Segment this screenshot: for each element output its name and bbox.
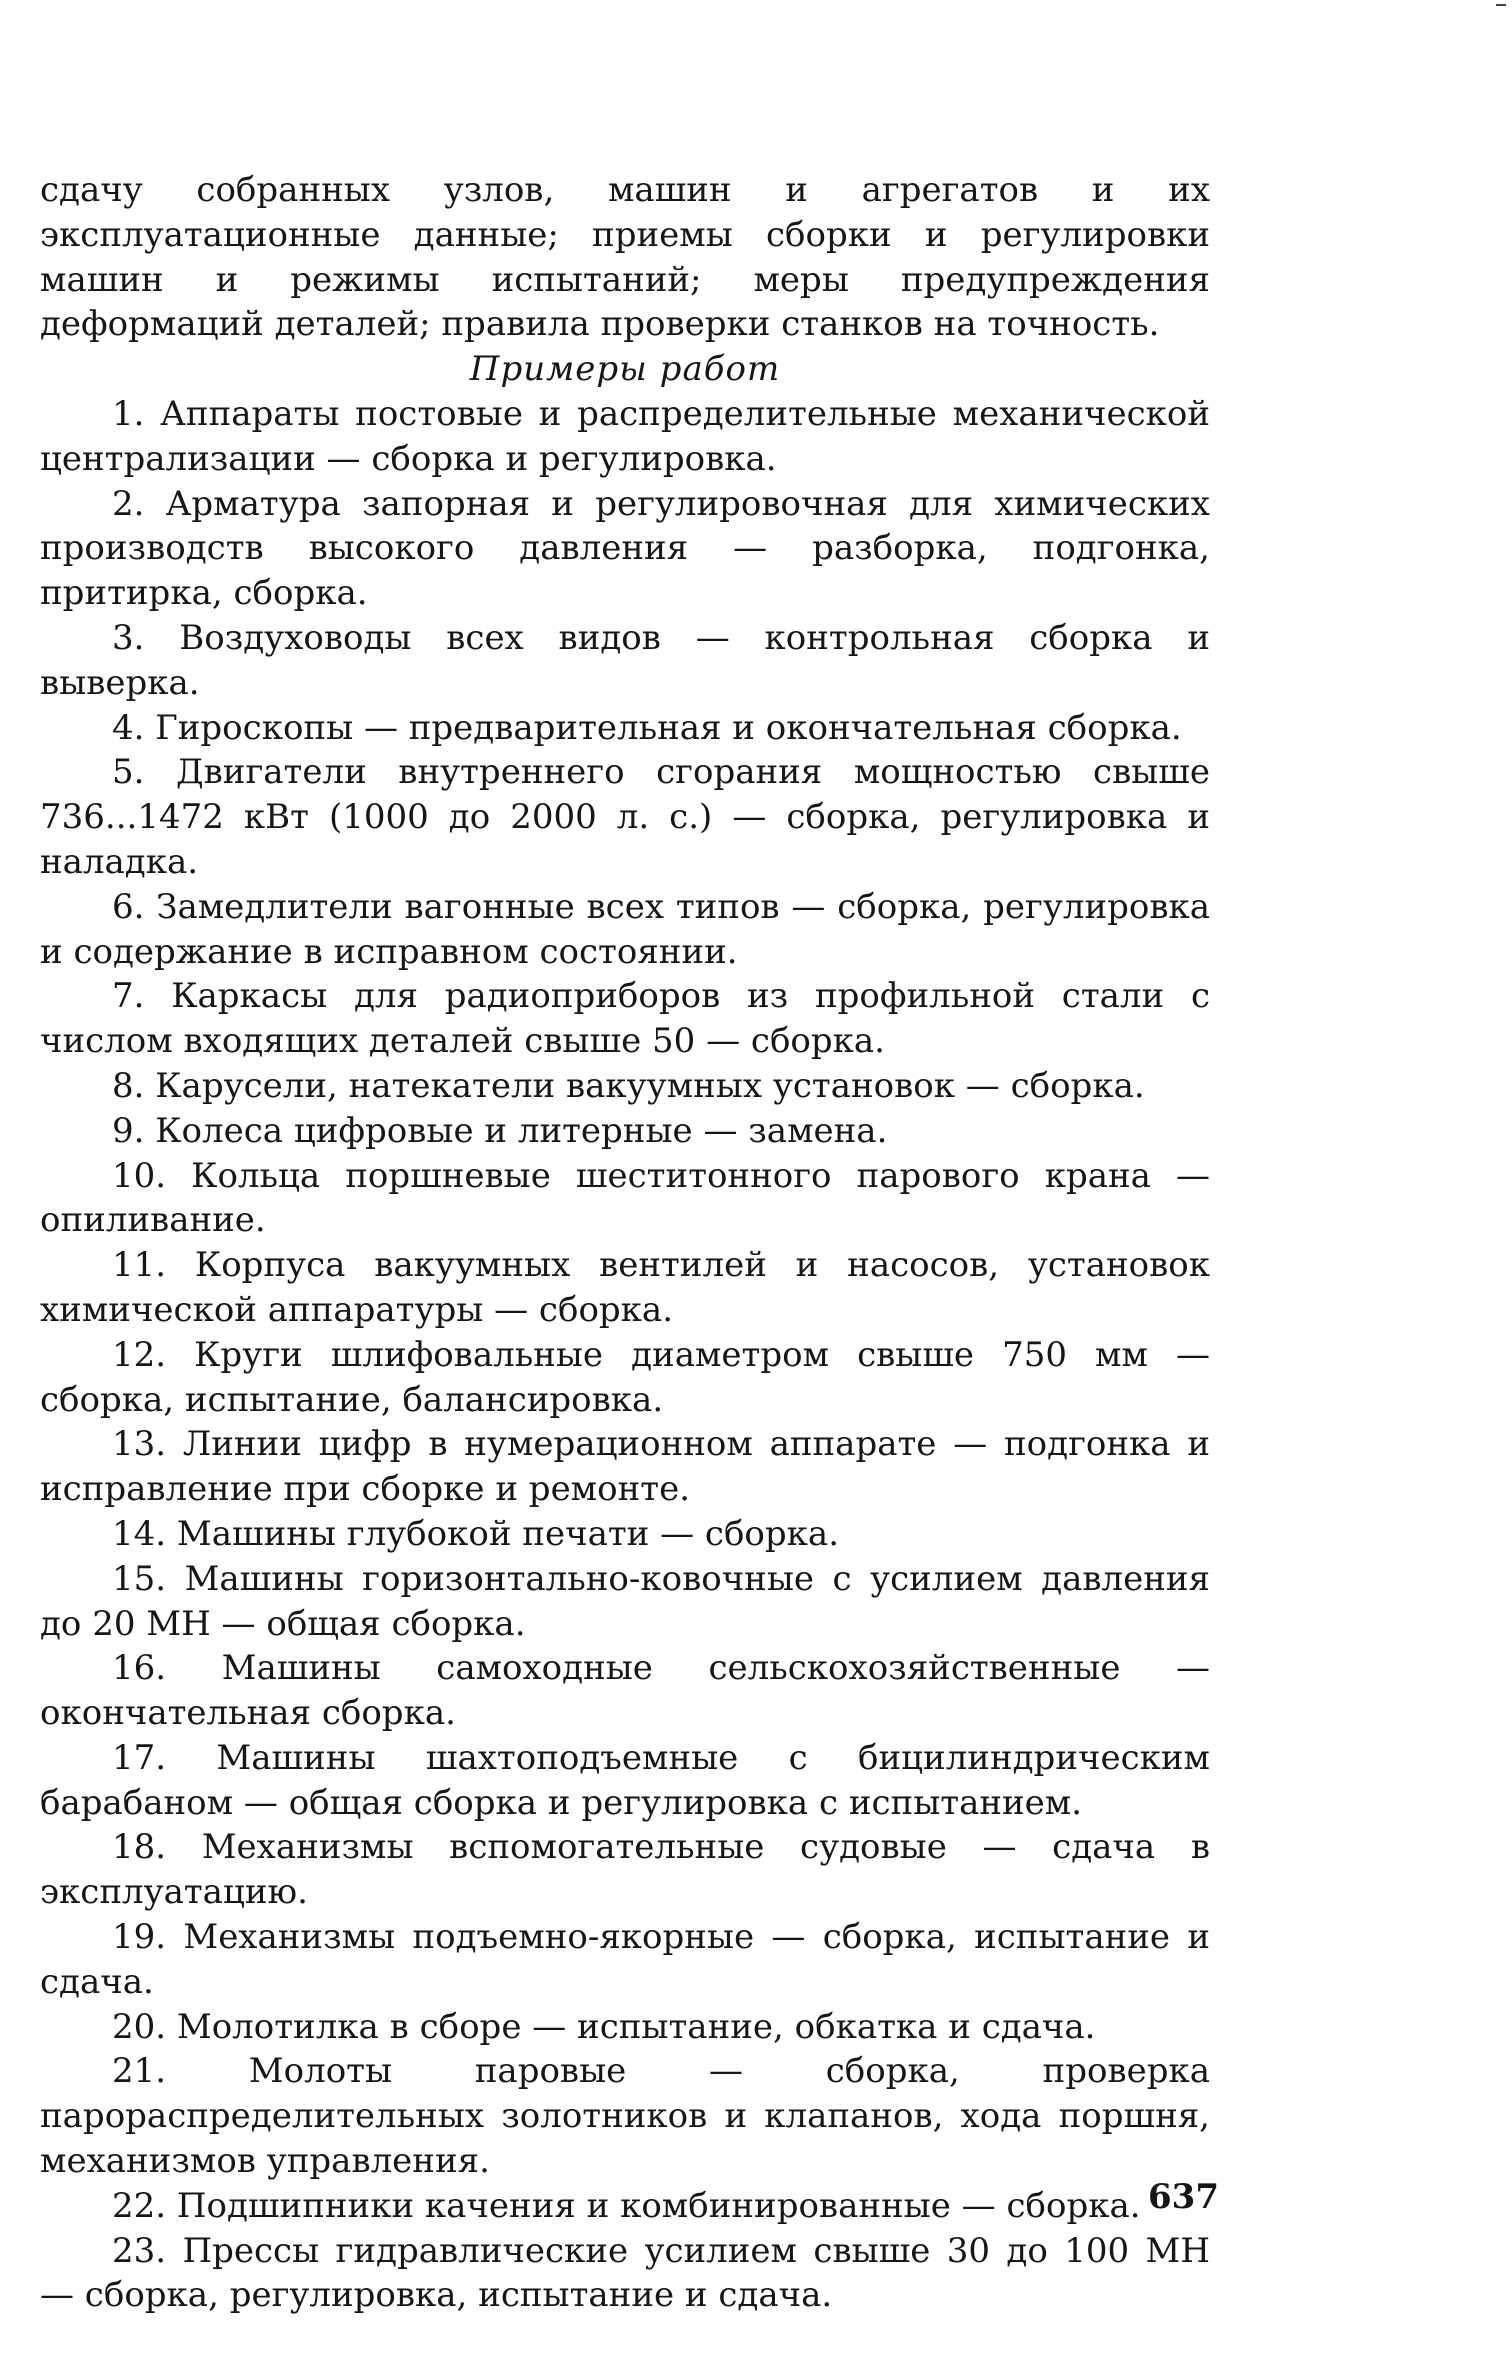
example-item: 14. Машины глубокой печати — сборка. xyxy=(112,1513,839,1554)
scan-corner-mark xyxy=(1496,4,1506,6)
example-item: 11. Корпуса вакуумных вентилей и насосов, установок химической аппаратуры — сборка. xyxy=(40,1245,1210,1330)
example-item: 20. Молотилка в сборе — испытание, обкатка и сдача. xyxy=(112,2006,1096,2047)
example-item: 17. Машины шахтоподъемные с бицилиндрическим барабаном — общая сборка и регулировка с испытанием. xyxy=(40,1737,1210,1823)
example-item: 22. Подшипники качения и комбинированные — сборка. xyxy=(112,2185,1141,2226)
example-item: 12. Круги шлифовальные диаметром свыше 750 мм — сборка, испытание, балансировка. xyxy=(40,1334,1210,1420)
example-item: 15. Машины горизонтально-ковочные с усилием давления до 20 МН — общая сборка. xyxy=(40,1558,1210,1644)
example-item: 7. Каркасы для радиоприборов из профильной стали с числом входящих деталей свыше 50 — сборка. xyxy=(40,976,1210,1062)
example-item: 23. Прессы гидравлические усилием свыше 30 до 100 МН — сборка, регулировка, испытание и сдача. xyxy=(40,2230,1210,2316)
examples-list xyxy=(40,392,1210,2318)
example-item: 10. Кольца поршневые шеститонного парового крана — опиливание. xyxy=(40,1155,1210,1241)
example-item: 5. Двигатели внутреннего сгорания мощностью свыше 736...1472 кВт (1000 до 2000 л. с.) — сборка, регулировка и наладка. xyxy=(40,752,1210,882)
example-item: 3. Воздуховоды всех видов — контрольная сборка и выверка. xyxy=(40,617,1210,703)
example-item: 6. Замедлители вагонные всех типов — сборка, регулировка и содержание в исправном состоянии. xyxy=(40,886,1210,972)
example-item: 9. Колеса цифровые и литерные — замена. xyxy=(112,1110,888,1151)
example-item: 18. Механизмы вспомогательные судовые — сдача в эксплуатацию. xyxy=(40,1827,1210,1913)
example-item: 4. Гироскопы — предварительная и окончательная сборка. xyxy=(112,707,1182,748)
example-item: 19. Механизмы подъемно-якорные — сборка, испытание и сдача. xyxy=(40,1917,1210,2002)
section-heading: Примеры работ xyxy=(469,349,781,390)
page-text xyxy=(40,168,1210,2318)
intro-paragraph: сдачу собранных узлов, машин и агрегатов и их эксплуатационные данные; приемы сборки и регулировки машин и режимы испытаний; меры предупреждения деформаций деталей; правила проверки станков на точность. xyxy=(40,170,1210,345)
example-item: 1. Аппараты постовые и распределительные механической централизации — сборка и регулировка. xyxy=(40,393,1210,479)
example-item: 21. Молоты паровые — сборка, проверка парораспределительных золотников и клапанов, хода поршня, механизмов управления. xyxy=(40,2051,1210,2182)
example-item: 8. Карусели, натекатели вакуумных установок — сборка. xyxy=(112,1065,1145,1106)
example-item: 13. Линии цифр в нумерационном аппарате — подгонка и исправление при сборке и ремонте. xyxy=(40,1424,1210,1510)
example-item: 2. Арматура запорная и регулировочная для химических производств высокого давления — разборка, подгонка, притирка, сборка. xyxy=(40,483,1210,614)
example-item: 16. Машины самоходные сельскохозяйственные — окончательная сборка. xyxy=(40,1648,1210,1734)
page-number: 637 xyxy=(1148,2177,1219,2217)
